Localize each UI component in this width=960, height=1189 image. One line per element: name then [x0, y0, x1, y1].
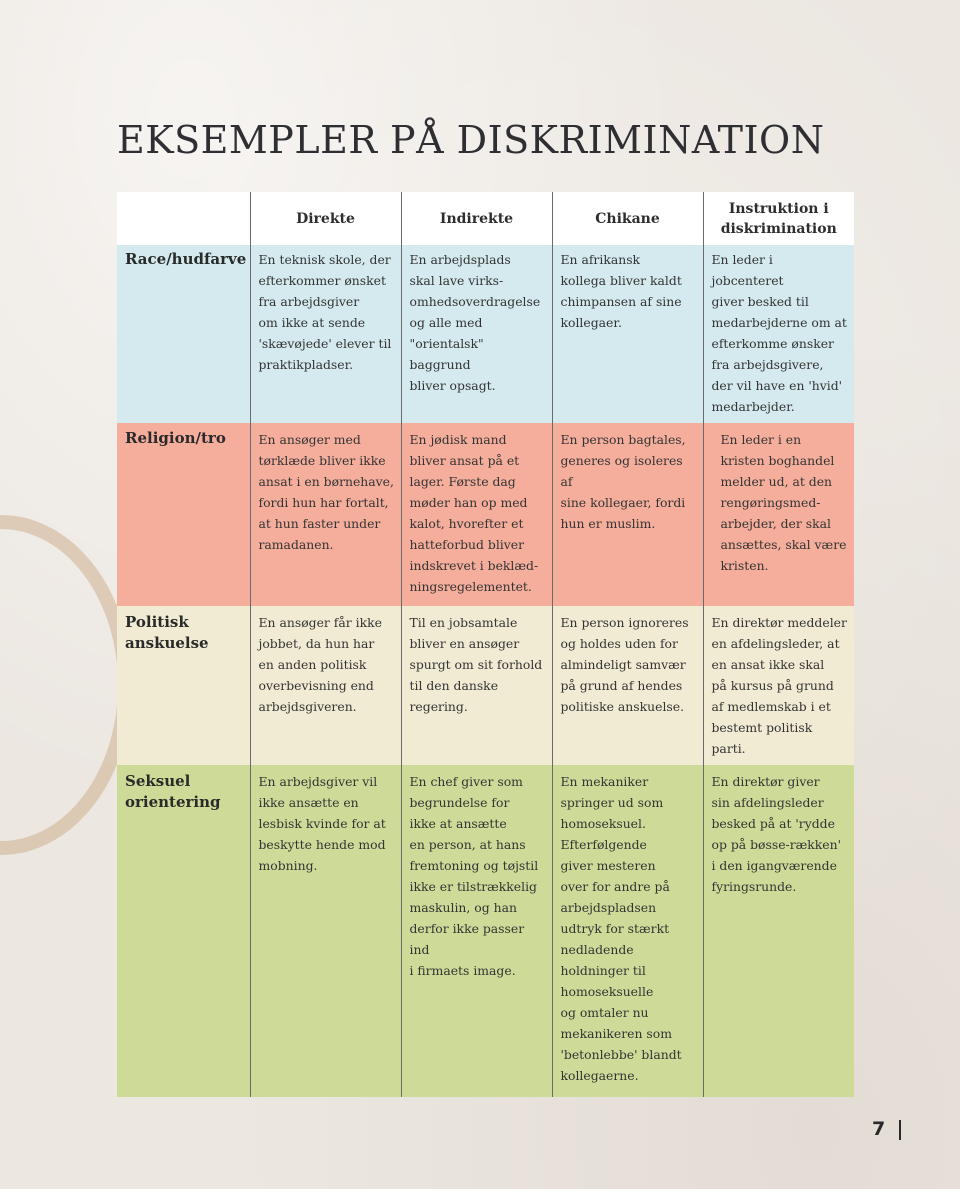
cell-religion-instruktion [703, 423, 854, 606]
cell-race-direkte [250, 245, 401, 423]
discrimination-examples-table [117, 192, 854, 1097]
cell-politik-indirekte [401, 606, 552, 765]
cell-seksuel-instruktion [703, 765, 854, 1097]
cell-text: En ansøger får ikke jobbet, da hun har en anden politisk overbevisning end arbejdsgiveren. [258, 615, 382, 714]
cell-text: En teknisk skole, der efterkommer ønsket fra arbejdsgiver om ikke at sende 'skævøjede' elever til praktikpladser. [258, 252, 392, 372]
cell-text: Til en jobsamtale bliver en ansøger spurgt om sit forhold til den danske regering. [409, 615, 543, 714]
cell-seksuel-indirekte [401, 765, 552, 1097]
table-header-row [117, 192, 854, 245]
header-label: Direkte [296, 210, 355, 227]
cell-politik-instruktion [703, 606, 854, 765]
header-direkte [250, 192, 401, 245]
header-label: Instruktion i diskrimination [720, 200, 837, 237]
cell-text: En mekaniker springer ud som homoseksuel. Efterfølgende giver mesteren over for andre på arbejdspladsen udtryk for stærkt nedladende holdninger til homoseksuelle og omtaler nu mekanikeren som 'betonlebbe' blandt kollegaerne. [560, 774, 682, 1083]
cell-text: En leder i jobcenteret giver besked til medarbejderne om at efterkomme ønsker fra arbejdsgivere, der vil have en 'hvid' medarbejder. [711, 252, 847, 414]
cell-race-chikane [552, 245, 703, 423]
cell-religion-indirekte [401, 423, 552, 606]
cell-religion-direkte [250, 423, 401, 606]
cell-text: En direktør meddeler en afdelingsleder, at en ansat ikke skal på kursus på grund af medlemskab i et bestemt politisk parti. [711, 615, 847, 756]
cell-text: En person bagtales, generes og isoleres af sine kollegaer, fordi hun er muslim. [560, 432, 686, 531]
page-number-divider [899, 1120, 901, 1140]
cell-text: En direktør giver sin afdelingsleder besked på at 'rydde op på bøsse-rækken' i den igangværende fyringsrunde. [711, 774, 842, 894]
page-title: EKSEMPLER PÅ DISKRIMINATION [117, 118, 825, 162]
cell-text: En jødisk mand bliver ansat på et lager. Første dag møder han op med kalot, hvorefter et hatteforbud bliver indskrevet i beklæd- ningsregelementet. [409, 432, 539, 594]
cell-text: En person ignoreres og holdes uden for almindeligt samvær på grund af hendes politiske anskuelse. [560, 615, 689, 714]
table-row-race [117, 245, 854, 423]
row-label-religion: Religion/tro [117, 423, 250, 606]
table-row-politik [117, 606, 854, 765]
page-number: 7 [872, 1118, 886, 1140]
cell-race-instruktion [703, 245, 854, 423]
row-label-politik: Politisk anskuelse [117, 606, 250, 765]
cell-seksuel-chikane [552, 765, 703, 1097]
cell-text: En arbejdsgiver vil ikke ansætte en lesbisk kvinde for at beskytte hende mod mobning. [258, 774, 386, 873]
header-label: Indirekte [439, 210, 514, 227]
header-corner [117, 192, 250, 245]
header-label: Chikane [595, 210, 660, 227]
header-chikane [552, 192, 703, 245]
cell-text: En afrikansk kollega bliver kaldt chimpansen af sine kollegaer. [560, 252, 682, 330]
cell-race-indirekte [401, 245, 552, 423]
cell-seksuel-direkte [250, 765, 401, 1097]
cell-text: En arbejdsplads skal lave virks- omhedsoverdragelse og alle med "orientalsk" baggrund bliver opsagt. [409, 252, 541, 393]
coffee-ring-stain [0, 515, 132, 855]
cell-text: En chef giver som begrundelse for ikke at ansætte en person, at hans fremtoning og tøjstil ikke er tilstrækkelig maskulin, og han derfor ikke passer ind i firmaets image. [409, 774, 539, 978]
header-indirekte [401, 192, 552, 245]
cell-politik-chikane [552, 606, 703, 765]
cell-religion-chikane [552, 423, 703, 606]
cell-text: En leder i en kristen boghandel melder ud, at den rengøringsmed- arbejder, der skal ansættes, skal være kristen. [720, 432, 847, 573]
row-label-race: Race/hudfarve [117, 245, 250, 423]
header-instruktion [703, 192, 854, 245]
cell-politik-direkte [250, 606, 401, 765]
table-row-religion [117, 423, 854, 606]
table-row-seksuel [117, 765, 854, 1097]
row-label-seksuel: Seksuel orientering [117, 765, 250, 1097]
cell-text: En ansøger med tørklæde bliver ikke ansat i en børnehave, fordi hun har fortalt, at hun faster under ramadanen. [258, 432, 394, 552]
